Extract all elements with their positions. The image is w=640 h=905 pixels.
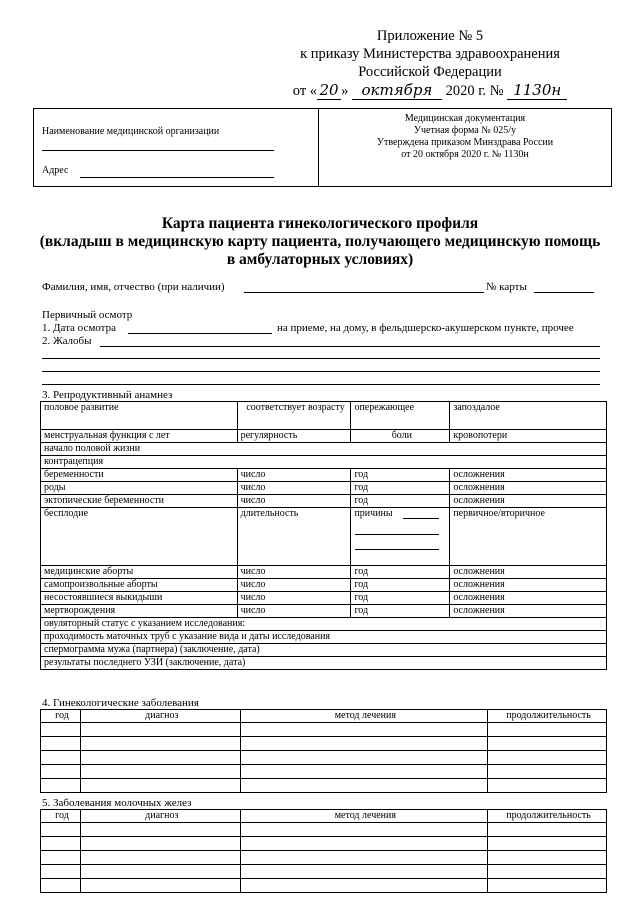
complaints-line-2[interactable] xyxy=(42,358,600,359)
gyn-diseases-table xyxy=(40,709,607,793)
complaints-label: 2. Жалобы xyxy=(42,335,92,347)
exam-date-label: 1. Дата осмотра xyxy=(42,322,116,334)
table-row: несостоявшиеся выкидыши число год осложнения xyxy=(41,592,607,605)
table-row: результаты последнего УЗИ (заключение, дата) xyxy=(41,657,607,670)
table-row xyxy=(41,865,607,879)
reproductive-heading: 3. Репродуктивный анамнез xyxy=(42,389,173,401)
complaints-line-4[interactable] xyxy=(42,384,600,385)
table-row xyxy=(41,751,607,765)
exam-date-field[interactable] xyxy=(128,333,272,334)
document-header xyxy=(250,27,610,100)
reproductive-table xyxy=(40,401,607,670)
table-row: самопроизвольные аборты число год осложнения xyxy=(41,579,607,592)
table-row: медицинские аборты число год осложнения xyxy=(41,566,607,579)
order-date-line: от « 20 » октября 2020 г. № 1130н xyxy=(250,81,610,100)
table-row: контрацепция xyxy=(41,456,607,469)
header-boxes xyxy=(33,108,612,187)
table-row: беременности число год осложнения xyxy=(41,469,607,482)
table-row: начало половой жизни xyxy=(41,443,607,456)
organization-box xyxy=(34,109,319,186)
table-row xyxy=(41,737,607,751)
table-row xyxy=(41,779,607,793)
table-row: год диагноз метод лечения продолжительность xyxy=(41,710,607,723)
table-row: бесплодие длительность причины первичное/вторичное xyxy=(41,508,607,566)
order-reference: к приказу Министерства здравоохранения xyxy=(300,46,560,62)
infertility-causes-cell[interactable]: причины xyxy=(351,508,450,566)
table-row: роды число год осложнения xyxy=(41,482,607,495)
table-row xyxy=(41,851,607,865)
document-info-box: Медицинская документация Учетная форма № 025/у Утверждена приказом Минздрава России от 20 октября 2020 г. № 1130н xyxy=(376,113,554,160)
address-label: Адрес xyxy=(42,165,69,176)
breast-diseases-heading: 5. Заболевания молочных желез xyxy=(42,797,192,809)
breast-diseases-table xyxy=(40,809,607,893)
table-row: менструальная функция с лет регулярность боли кровопотери xyxy=(41,430,607,443)
organization-name-label: Наименование медицинской организации xyxy=(42,126,220,137)
gyn-diseases-heading: 4. Гинекологические заболевания xyxy=(42,697,199,709)
table-row xyxy=(41,823,607,837)
table-row xyxy=(41,765,607,779)
fio-label: Фамилия, имя, отчество (при наличии) xyxy=(42,281,225,293)
card-number-label: № карты xyxy=(486,281,527,293)
table-row: эктопические беременности число год осложнения xyxy=(41,495,607,508)
fio-field[interactable] xyxy=(244,292,484,293)
table-row: спермограмма мужа (партнера) (заключение, дата) xyxy=(41,644,607,657)
address-field[interactable] xyxy=(80,177,274,178)
order-country: Российской Федерации xyxy=(358,64,502,80)
table-row xyxy=(41,879,607,893)
table-row xyxy=(41,723,607,737)
complaints-line-3[interactable] xyxy=(42,371,600,372)
card-number-field[interactable] xyxy=(534,292,594,293)
exam-place: на приеме, на дому, в фельдшерско-акушерском пункте, прочее xyxy=(277,322,574,334)
table-row xyxy=(41,837,607,851)
order-month: октября xyxy=(352,81,442,100)
appendix-number: Приложение № 5 xyxy=(376,28,484,44)
table-row: мертворождения число год осложнения xyxy=(41,605,607,618)
card-title: Карта пациента гинекологического профиля (вкладыш в медицинскую карту пациента, получающего медицинскую помощь в амбулаторных условиях) xyxy=(39,215,601,268)
table-row: год диагноз метод лечения продолжительность xyxy=(41,810,607,823)
complaints-field[interactable] xyxy=(100,346,600,347)
table-row: овуляторный статус с указанием исследования: xyxy=(41,618,607,631)
order-number: 1130н xyxy=(507,81,567,100)
table-row: проходимость маточных труб с указание вида и даты исследования xyxy=(41,631,607,644)
organization-name-field[interactable] xyxy=(42,150,274,151)
table-row: половое развитие соответствует возрасту опережающее запоздалое xyxy=(41,402,607,430)
order-day: 20 xyxy=(317,81,341,100)
primary-exam-label: Первичный осмотр xyxy=(42,309,133,321)
